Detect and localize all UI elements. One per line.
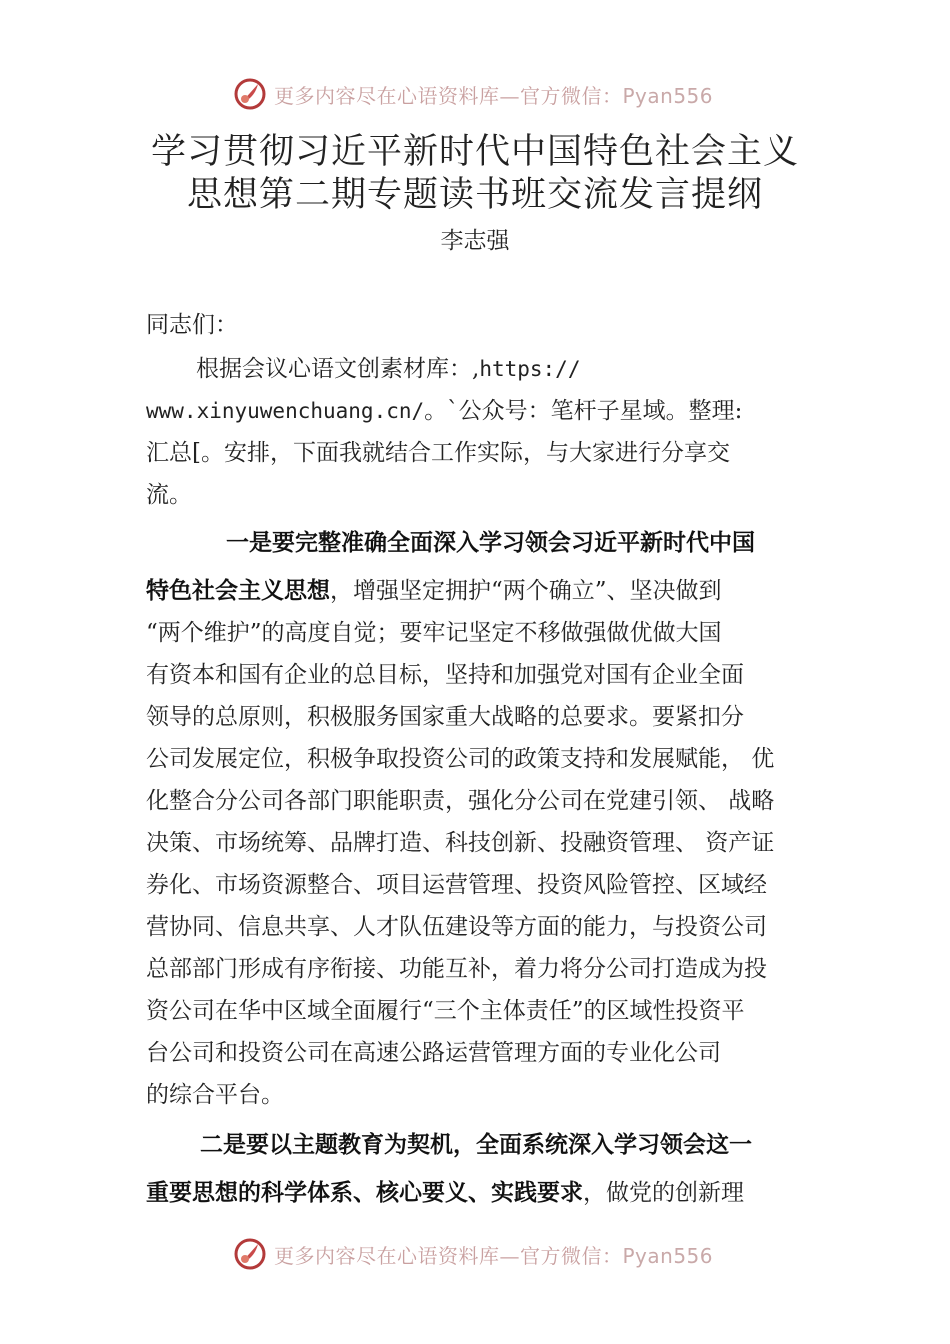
section1-line5: 领导的总原则，积极服务国家重大战略的总要求。要紧扣分 <box>146 704 744 730</box>
feather-logo-icon <box>232 1236 268 1272</box>
section1-line2: 特色社会主义思想，增强坚定拥护“两个确立”、坚决做到 <box>146 578 722 604</box>
section2-line2: 重要思想的科学体系、核心要义、实践要求，做党的创新理 <box>146 1180 744 1206</box>
paragraph1-line2: www.xinyuwenchuang.cn/。`公众号：笔杆子星域。整理: <box>146 398 743 424</box>
section1-line9: 券化、市场资源整合、项目运营管理、投资风险管控、区域经 <box>146 872 767 898</box>
document-author: 李志强 <box>440 228 510 254</box>
section1-line12: 资公司在华中区域全面履行“三个主体责任”的区域性投资平 <box>146 998 745 1024</box>
feather-logo-icon <box>232 76 268 112</box>
section1-heading-line1: 一是要完整准确全面深入学习领会习近平新时代中国 <box>226 530 755 556</box>
section1-line6: 公司发展定位，积极争取投资公司的政策支持和发展赋能， 优 <box>146 746 775 772</box>
document-title-line1: 学习贯彻习近平新时代中国特色社会主义 <box>150 132 799 172</box>
section1-line7: 化整合分公司各部门职能职责，强化分公司在党建引领、 战略 <box>146 788 775 814</box>
section1-line10: 营协同、信息共享、人才队伍建设等方面的能力，与投资公司 <box>146 914 767 940</box>
section1-line14: 的综合平台。 <box>146 1082 284 1108</box>
paragraph1-line3: 汇总[。安排，下面我就结合工作实际，与大家进行分享交 <box>146 440 730 466</box>
section1-line3: “两个维护”的高度自觉；要牢记坚定不移做强做优做大国 <box>146 620 722 646</box>
document-title-line2: 思想第二期专题读书班交流发言提纲 <box>186 175 763 215</box>
section2-heading-line2: 重要思想的科学体系、核心要义、实践要求 <box>146 1180 583 1206</box>
footer-banner-text: 更多内容尽在心语资料库—官方微信：Pyan556 <box>274 1243 714 1268</box>
header-banner <box>0 72 950 116</box>
header-banner-text: 更多内容尽在心语资料库—官方微信：Pyan556 <box>274 83 714 108</box>
footer-banner <box>0 1232 950 1276</box>
section1-line4: 有资本和国有企业的总目标，坚持和加强党对国有企业全面 <box>146 662 744 688</box>
section1-line11: 总部部门形成有序衔接、功能互补，着力将分公司打造成为投 <box>146 956 767 982</box>
paragraph1-line4: 流。 <box>146 482 192 508</box>
section1-heading-line2: 特色社会主义思想 <box>146 578 330 604</box>
section1-line13: 台公司和投资公司在高速公路运营管理方面的专业化公司 <box>146 1040 721 1066</box>
section1-line8: 决策、市场统筹、品牌打造、科技创新、投融资管理、 资产证 <box>146 830 775 856</box>
section2-heading-line1: 二是要以主题教育为契机，全面系统深入学习领会这一 <box>200 1132 752 1158</box>
salutation: 同志们： <box>146 312 238 338</box>
paragraph1-line1: 根据会议心语文创素材库：,https:// <box>196 356 581 382</box>
